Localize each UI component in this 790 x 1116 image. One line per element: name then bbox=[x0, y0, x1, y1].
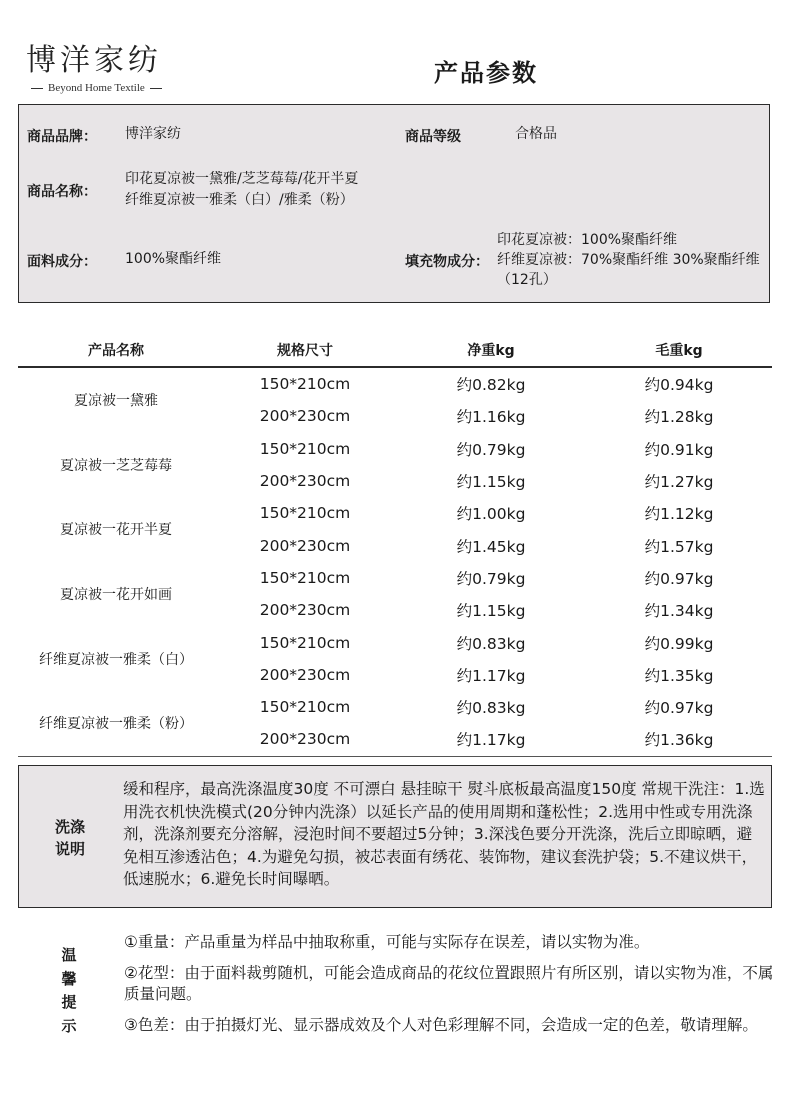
cell-gross: 约0.97kg bbox=[644, 569, 714, 588]
header-name: 产品名称 bbox=[88, 343, 144, 359]
spec-group bbox=[18, 368, 772, 433]
spec-group bbox=[18, 626, 772, 691]
product-name-line1: 印花夏凉被一黛雅/芝芝莓莓/花开半夏 bbox=[125, 171, 359, 187]
filling-label: 填充物成分： bbox=[405, 254, 489, 270]
cell-net: 约1.16kg bbox=[456, 408, 526, 427]
cell-gross: 约1.12kg bbox=[644, 505, 714, 524]
brand-label: 商品品牌： bbox=[27, 129, 97, 145]
cell-net: 约1.45kg bbox=[456, 537, 526, 556]
table-row bbox=[214, 659, 772, 691]
cell-gross: 约1.27kg bbox=[644, 473, 714, 492]
table-row bbox=[214, 433, 772, 465]
dash-decoration bbox=[31, 88, 43, 89]
group-name: 纤维夏凉被一雅柔（粉） bbox=[39, 716, 193, 733]
spec-group bbox=[18, 691, 772, 756]
brand-value: 博洋家纺 bbox=[125, 126, 181, 142]
table-row bbox=[214, 691, 772, 723]
wash-text: 缓和程序，最高洗涤温度30度 不可漂白 悬挂晾干 熨斗底板最高温度150度 常规干洗注：1.选用洗衣机快洗模式(20分钟内洗涤）以延长产品的使用周期和蓬松性；2.选用中性或专用洗涤剂，洗涤剂要充分溶解，浸泡时间不要超过5分钟；3.深浅色要分开洗涤，洗后立即晾晒，避免相互渗透沾色；4.为避免勾损，被芯表面有绣花、装饰物，建议套洗护袋；5.不建议烘干，低速脱水；6.避免长时间曝晒。 bbox=[123, 780, 765, 889]
tips-list bbox=[124, 932, 780, 1046]
brand-name: 博洋家纺 bbox=[26, 43, 162, 78]
fabric-value: 100%聚酯纤维 bbox=[125, 251, 222, 267]
cell-gross: 约1.36kg bbox=[644, 731, 714, 750]
cell-size: 200*230cm bbox=[259, 407, 351, 426]
brand-subtitle bbox=[26, 82, 167, 94]
table-row bbox=[214, 626, 772, 658]
cell-gross: 约1.28kg bbox=[644, 408, 714, 427]
tips-label bbox=[54, 944, 84, 1038]
tips-label-char: 示 bbox=[61, 1016, 77, 1035]
cell-net: 约0.83kg bbox=[456, 699, 526, 718]
table-row bbox=[214, 529, 772, 561]
wash-instructions-box bbox=[18, 765, 772, 908]
cell-size: 150*210cm bbox=[259, 439, 351, 458]
table-row bbox=[214, 368, 772, 400]
product-name-line2: 纤维夏凉被一雅柔（白）/雅柔（粉） bbox=[125, 192, 354, 208]
spec-group bbox=[18, 562, 772, 627]
cell-gross: 约0.94kg bbox=[644, 376, 714, 395]
table-row bbox=[214, 400, 772, 432]
group-name: 纤维夏凉被一雅柔（白） bbox=[39, 651, 193, 668]
table-bottom-rule bbox=[18, 756, 772, 757]
cell-net: 约1.17kg bbox=[456, 666, 526, 685]
cell-gross: 约0.97kg bbox=[644, 699, 714, 718]
cell-size: 200*230cm bbox=[259, 665, 351, 684]
group-name: 夏凉被一黛雅 bbox=[74, 393, 158, 410]
cell-size: 200*230cm bbox=[259, 472, 351, 491]
group-name: 夏凉被一花开半夏 bbox=[60, 522, 172, 539]
wash-label bbox=[48, 816, 92, 860]
cell-net: 约1.15kg bbox=[456, 473, 526, 492]
filling-line1: 印花夏凉被：100%聚酯纤维 bbox=[497, 232, 678, 248]
cell-gross: 约1.34kg bbox=[644, 602, 714, 621]
spec-group bbox=[18, 497, 772, 562]
table-row bbox=[214, 465, 772, 497]
cell-size: 150*210cm bbox=[259, 568, 351, 587]
fabric-label: 面料成分： bbox=[27, 254, 97, 270]
spec-table bbox=[18, 334, 772, 757]
cell-gross: 约0.99kg bbox=[644, 634, 714, 653]
dash-decoration bbox=[150, 88, 162, 89]
brand-logo bbox=[26, 44, 167, 94]
group-name: 夏凉被一花开如画 bbox=[60, 587, 172, 604]
grade-value: 合格品 bbox=[515, 126, 557, 142]
cell-net: 约1.17kg bbox=[456, 731, 526, 750]
header-size: 规格尺寸 bbox=[277, 343, 333, 359]
cell-size: 150*210cm bbox=[259, 633, 351, 652]
header-net: 净重kg bbox=[467, 343, 515, 359]
brand-subtitle-text: Beyond Home Textile bbox=[48, 82, 145, 94]
tips-label-char: 馨 bbox=[61, 969, 77, 988]
cell-size: 200*230cm bbox=[259, 536, 351, 555]
table-row bbox=[214, 723, 772, 755]
table-row bbox=[214, 594, 772, 626]
header-gross: 毛重kg bbox=[655, 343, 703, 359]
tips-label-char: 提 bbox=[61, 993, 77, 1011]
cell-net: 约0.83kg bbox=[456, 634, 526, 653]
cell-net: 约0.79kg bbox=[456, 569, 526, 588]
table-row bbox=[214, 497, 772, 529]
page-title: 产品参数 bbox=[434, 59, 538, 87]
cell-size: 200*230cm bbox=[259, 601, 351, 620]
tip-item: ③色差：由于拍摄灯光、显示器成效及个人对色彩理解不同，会造成一定的色差，敬请理解。 bbox=[124, 1016, 758, 1034]
cell-size: 150*210cm bbox=[259, 504, 351, 523]
cell-gross: 约1.35kg bbox=[644, 666, 714, 685]
filling-line3: （12孔） bbox=[497, 272, 557, 288]
wash-label-line1: 洗涤 bbox=[54, 818, 85, 836]
tips-label-char: 温 bbox=[61, 946, 77, 964]
wash-label-line2: 说明 bbox=[54, 840, 85, 858]
table-row bbox=[214, 562, 772, 594]
filling-line2: 纤维夏凉被：70%聚酯纤维 30%聚酯纤维 bbox=[497, 252, 760, 268]
grade-label: 商品等级 bbox=[405, 129, 461, 145]
cell-net: 约0.82kg bbox=[456, 376, 526, 395]
tip-item: ①重量：产品重量为样品中抽取称重，可能与实际存在误差，请以实物为准。 bbox=[124, 933, 650, 951]
info-box bbox=[18, 104, 770, 303]
cell-size: 200*230cm bbox=[259, 730, 351, 749]
spec-group bbox=[18, 433, 772, 498]
spec-header-row bbox=[18, 334, 772, 368]
cell-size: 150*210cm bbox=[259, 375, 351, 394]
cell-gross: 约0.91kg bbox=[644, 440, 714, 459]
group-name: 夏凉被一芝芝莓莓 bbox=[60, 457, 172, 474]
cell-net: 约1.00kg bbox=[456, 505, 526, 524]
cell-net: 约0.79kg bbox=[456, 440, 526, 459]
cell-gross: 约1.57kg bbox=[644, 537, 714, 556]
cell-net: 约1.15kg bbox=[456, 602, 526, 621]
tip-item: ②花型：由于面料裁剪随机，可能会造成商品的花纹位置跟照片有所区别，请以实物为准，不属质量问题。 bbox=[124, 964, 774, 1003]
product-name-label: 商品名称： bbox=[27, 184, 97, 200]
cell-size: 150*210cm bbox=[259, 698, 351, 717]
